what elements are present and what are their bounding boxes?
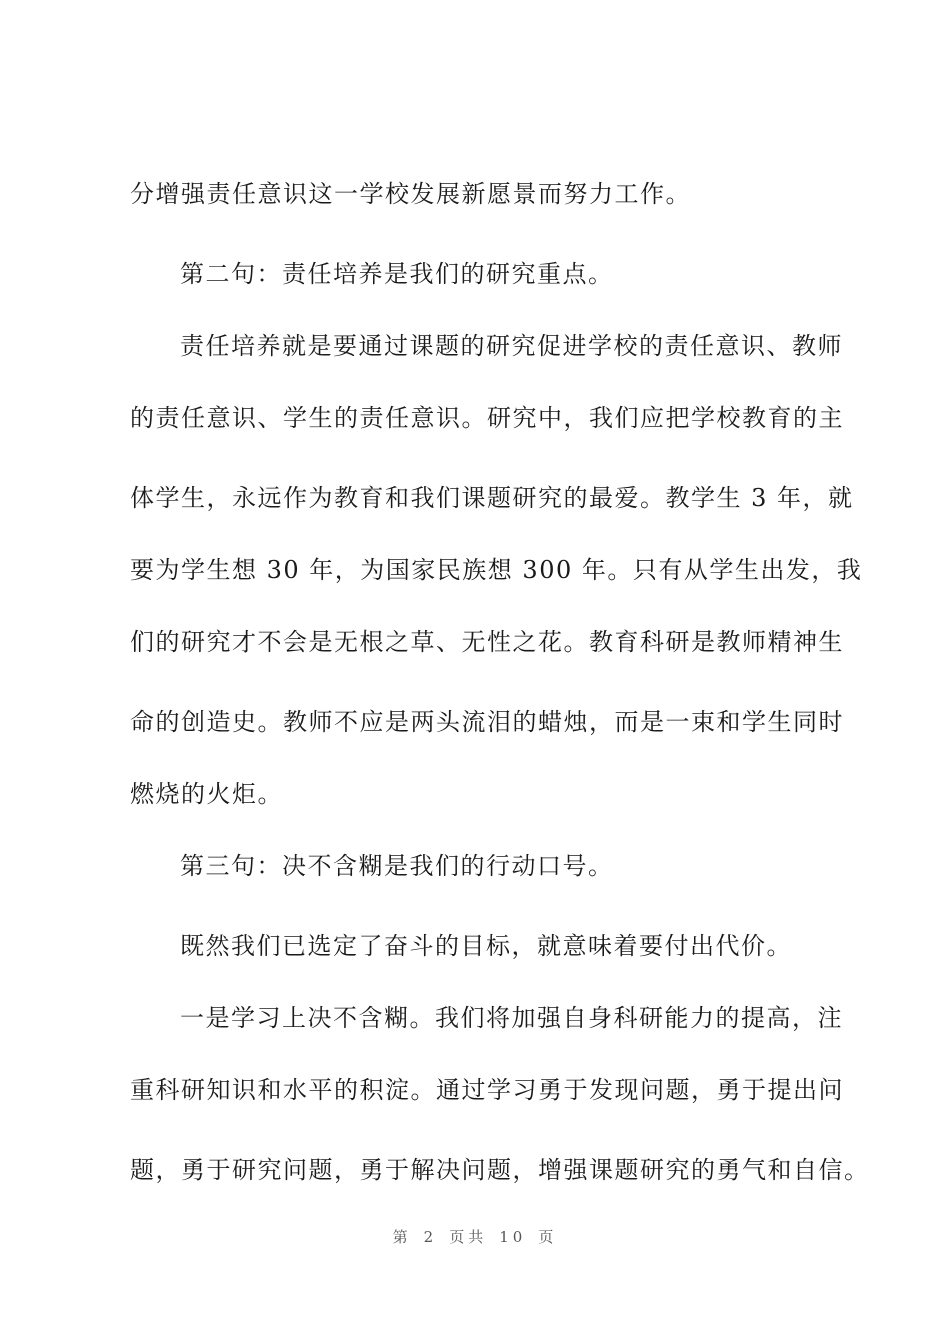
text-line: 一是学习上决不含糊。我们将加强自身科研能力的提高，注	[180, 1004, 843, 1032]
footer-label-page: 第	[392, 1228, 412, 1246]
text-line: 要为学生想 30 年，为国家民族想 300 年。只有从学生出发，我	[130, 556, 863, 584]
text-line: 分增强责任意识这一学校发展新愿景而努力工作。	[130, 180, 691, 208]
footer-label-of: 页共	[449, 1228, 488, 1246]
footer-label-end: 页	[538, 1228, 558, 1246]
footer-total-pages: 10	[499, 1228, 527, 1246]
footer-current-page: 2	[423, 1228, 438, 1246]
text-line: 们的研究才不会是无根之草、无性之花。教育科研是教师精神生	[130, 628, 844, 656]
section-heading: 第三句：决不含糊是我们的行动口号。	[180, 852, 614, 880]
text-line: 体学生，永远作为教育和我们课题研究的最爱。教学生 3 年，就	[130, 484, 854, 512]
text-line: 燃烧的火炬。	[130, 780, 283, 808]
text-line: 命的创造史。教师不应是两头流泪的蜡烛，而是一束和学生同时	[130, 708, 844, 736]
section-heading: 第二句：责任培养是我们的研究重点。	[180, 260, 614, 288]
text-line: 既然我们已选定了奋斗的目标，就意味着要付出代价。	[180, 932, 792, 960]
text-line: 重科研知识和水平的积淀。通过学习勇于发现问题，勇于提出问	[130, 1076, 844, 1104]
text-line: 的责任意识、学生的责任意识。研究中，我们应把学校教育的主	[130, 404, 844, 432]
page-footer	[0, 1226, 950, 1247]
text-line: 题，勇于研究问题，勇于解决问题，增强课题研究的勇气和自信。	[130, 1156, 870, 1184]
text-line: 责任培养就是要通过课题的研究促进学校的责任意识、教师	[180, 332, 843, 360]
